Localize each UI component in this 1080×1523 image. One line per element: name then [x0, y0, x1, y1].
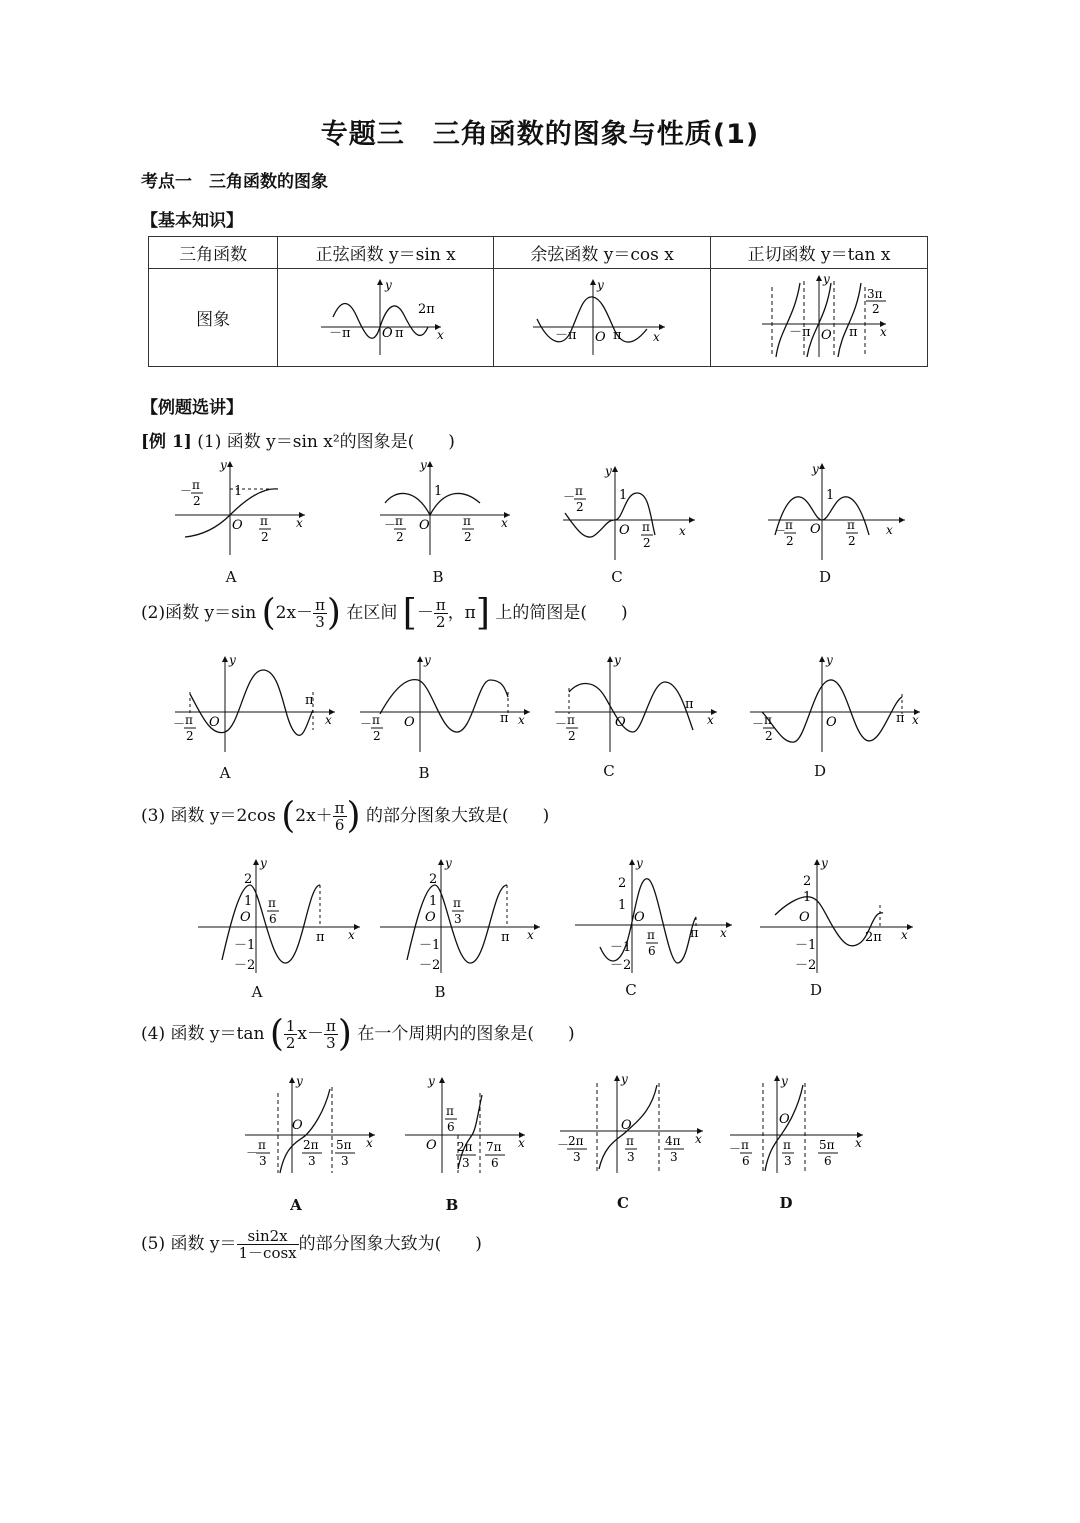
q1-label-b: B: [432, 568, 444, 586]
svg-text:y: y: [605, 464, 612, 478]
q4-option-c-graph: [557, 1073, 703, 1173]
svg-text:π: π: [896, 711, 905, 726]
svg-text:－: －: [555, 717, 568, 731]
svg-text:3: 3: [784, 1154, 792, 1168]
q3-label-c: C: [625, 981, 637, 999]
svg-text:x: x: [679, 524, 686, 538]
svg-text:2: 2: [373, 729, 381, 743]
axis-y: y: [823, 272, 830, 286]
q3-option-d-graph: [760, 856, 913, 973]
svg-text:y: y: [614, 653, 621, 667]
svg-text:1: 1: [429, 894, 438, 909]
svg-text:O: O: [621, 1118, 632, 1133]
pi-label: π: [394, 326, 404, 341]
q1-label-c: C: [611, 568, 623, 586]
svg-text:－: －: [384, 518, 397, 532]
svg-text:2: 2: [261, 530, 269, 544]
svg-text:2: 2: [803, 874, 812, 889]
q2-option-a-graph: [173, 653, 335, 752]
svg-text:－: －: [729, 1142, 742, 1156]
svg-text:π: π: [575, 484, 583, 498]
svg-text:y: y: [636, 856, 643, 870]
svg-text:1: 1: [803, 890, 812, 905]
axis-y: y: [597, 278, 604, 292]
q3-label-d: D: [809, 981, 823, 999]
table-row-label: 图象: [149, 269, 278, 367]
cos-graph: [497, 269, 707, 361]
q3-option-a-graph: [198, 856, 360, 973]
q1-graphs: [160, 455, 940, 585]
q2-option-d-graph: [750, 653, 920, 752]
cos-graph-cell: [494, 269, 711, 367]
svg-text:x: x: [720, 926, 727, 940]
svg-text:O: O: [619, 523, 630, 538]
svg-text:π: π: [764, 713, 772, 727]
svg-text:4π: 4π: [665, 1134, 681, 1148]
svg-text:3: 3: [341, 1154, 349, 1168]
q4-label-d: D: [779, 1194, 793, 1212]
svg-text:π: π: [690, 926, 699, 941]
svg-text:y: y: [428, 1074, 435, 1088]
svg-text:2: 2: [848, 534, 856, 548]
svg-text:y: y: [781, 1074, 788, 1088]
svg-text:－: －: [752, 717, 765, 731]
q4-label-c: C: [617, 1194, 629, 1212]
svg-text:π: π: [567, 713, 575, 727]
axis-x: x: [880, 325, 887, 339]
svg-text:6: 6: [742, 1154, 750, 1168]
origin: O: [595, 330, 606, 345]
trig-table: [148, 236, 928, 367]
q1-option-b-graph: [380, 458, 510, 555]
svg-text:3: 3: [670, 1150, 678, 1164]
svg-text:2π: 2π: [568, 1134, 584, 1148]
table-header-3: 正切函数 y＝tan x: [711, 237, 928, 269]
svg-text:－1: －1: [419, 938, 441, 953]
svg-text:π: π: [647, 928, 655, 942]
svg-text:y: y: [420, 458, 427, 472]
svg-text:x: x: [912, 713, 919, 727]
svg-text:－: －: [246, 1146, 259, 1160]
svg-text:1: 1: [826, 488, 835, 503]
svg-text:2π: 2π: [303, 1138, 319, 1152]
svg-text:－: －: [360, 717, 373, 731]
q1-text: (1) 函数 y＝sin x²的图象是( ): [197, 432, 455, 452]
q3-option-b-graph: [380, 856, 540, 973]
svg-text:1: 1: [434, 484, 443, 499]
pi-label: π: [849, 325, 858, 340]
svg-text:2π: 2π: [865, 930, 882, 945]
q3-option-c-graph: [575, 856, 732, 973]
q4-question: (4) 函数 y＝tan ( $\frac{1}{2}$ x－ $\frac{\pi}{3}$ ) 在一个周期内的图象是( ): [141, 1013, 575, 1055]
svg-text:O: O: [240, 910, 251, 925]
svg-text:y: y: [260, 856, 267, 870]
svg-text:2: 2: [618, 876, 627, 891]
q2-option-c-graph: [555, 653, 717, 752]
svg-text:x: x: [296, 516, 303, 530]
svg-text:π: π: [305, 693, 314, 708]
svg-text:2: 2: [244, 872, 253, 887]
svg-text:y: y: [812, 462, 819, 476]
svg-text:π: π: [268, 896, 276, 910]
q2-option-b-graph: [360, 653, 530, 752]
svg-text:π: π: [395, 514, 403, 528]
svg-text:－2: －2: [234, 958, 256, 973]
q3-graphs: [190, 855, 930, 980]
page-title: 专题三 三角函数的图象与性质(1): [320, 119, 760, 150]
svg-text:π: π: [446, 1104, 454, 1118]
axis-x: x: [653, 330, 660, 344]
q4-option-a-graph: [245, 1074, 375, 1173]
q1-label-d: D: [818, 568, 832, 586]
svg-text:－: －: [180, 484, 193, 498]
svg-text:x: x: [366, 1136, 373, 1150]
svg-text:x: x: [901, 928, 908, 942]
svg-text:1: 1: [234, 484, 243, 499]
svg-text:2: 2: [576, 500, 584, 514]
q2-graphs: [165, 652, 940, 762]
q4-option-b-graph: [405, 1074, 525, 1173]
q1-option-a-graph: [175, 458, 305, 555]
svg-text:1: 1: [618, 898, 627, 913]
svg-text:O: O: [209, 715, 220, 730]
svg-text:x: x: [886, 523, 893, 537]
svg-text:2: 2: [464, 530, 472, 544]
svg-text:π: π: [685, 697, 694, 712]
svg-text:y: y: [296, 1074, 303, 1088]
svg-text:π: π: [783, 1138, 791, 1152]
svg-text:2: 2: [193, 494, 201, 508]
svg-text:7π: 7π: [486, 1140, 502, 1154]
svg-text:－1: －1: [795, 938, 817, 953]
axis-x: x: [436, 328, 444, 342]
table-header-0: 三角函数: [149, 237, 278, 269]
svg-text:O: O: [779, 1112, 790, 1127]
q1-option-d-graph: [768, 462, 905, 560]
table-header-2: 余弦函数 y＝cos x: [494, 237, 711, 269]
svg-text:π: π: [258, 1138, 266, 1152]
svg-text:5π: 5π: [336, 1138, 352, 1152]
svg-text:x: x: [501, 516, 508, 530]
svg-text:1: 1: [244, 894, 253, 909]
three-pi-n: 3π: [867, 287, 883, 301]
svg-text:2: 2: [186, 729, 194, 743]
svg-text:2: 2: [396, 530, 404, 544]
sin-graph-cell: [278, 269, 494, 367]
tan-graph-cell: [711, 269, 928, 367]
svg-text:y: y: [229, 653, 236, 667]
svg-text:－2: －2: [795, 958, 817, 973]
q3-label-b: B: [434, 983, 446, 1001]
svg-text:π: π: [185, 713, 193, 727]
q2-label-d: D: [813, 762, 827, 780]
section-heading: 考点一 三角函数的图象: [141, 172, 328, 192]
svg-text:π: π: [847, 518, 855, 532]
svg-text:y: y: [826, 653, 833, 667]
svg-text:3: 3: [259, 1154, 267, 1168]
svg-text:－2: －2: [610, 958, 632, 973]
svg-text:6: 6: [824, 1154, 832, 1168]
q4-label-a: A: [290, 1196, 302, 1214]
q4-graphs: [240, 1073, 880, 1183]
svg-text:π: π: [501, 930, 510, 945]
svg-text:π: π: [626, 1134, 634, 1148]
svg-text:O: O: [615, 715, 626, 730]
neg-pi-label: －π: [555, 328, 577, 343]
svg-text:－: －: [173, 717, 186, 731]
origin: O: [821, 328, 832, 343]
svg-text:x: x: [518, 713, 525, 727]
q2-question: (2)函数 y＝sin (2x－ $\frac{\pi}{3}$ ) 在区间 [－ $\frac{\pi}{2}$ ，π] 上的简图是( ): [141, 592, 628, 634]
svg-text:y: y: [445, 856, 452, 870]
three-pi-d: 2: [872, 302, 880, 316]
q1-option-c-graph: [563, 464, 695, 560]
svg-text:3: 3: [454, 912, 462, 926]
basic-knowledge-heading: 【基本知识】: [141, 211, 243, 231]
svg-text:π: π: [642, 520, 650, 534]
svg-text:6: 6: [491, 1156, 499, 1170]
neg-pi-label: －π: [328, 326, 351, 341]
q2-label-a: A: [219, 764, 231, 782]
svg-text:O: O: [425, 910, 436, 925]
svg-text:x: x: [348, 928, 355, 942]
examples-heading: 【例题选讲】: [141, 398, 243, 418]
q4-label-b: B: [445, 1196, 459, 1214]
q1-label-a: A: [225, 568, 237, 586]
svg-text:2: 2: [643, 536, 651, 550]
q3-question: (3) 函数 y＝2cos (2x＋ $\frac{\pi}{6}$ ) 的部分图象大致是( ): [141, 795, 550, 837]
svg-text:π: π: [453, 896, 461, 910]
svg-text:2: 2: [786, 534, 794, 548]
svg-text:O: O: [419, 518, 430, 533]
svg-text:O: O: [634, 910, 645, 925]
svg-text:x: x: [695, 1132, 702, 1146]
axis-y: y: [384, 278, 392, 292]
svg-text:2: 2: [429, 872, 438, 887]
origin: O: [381, 326, 393, 341]
svg-text:π: π: [463, 514, 471, 528]
svg-text:3: 3: [308, 1154, 316, 1168]
svg-text:π: π: [316, 930, 325, 945]
svg-text:2: 2: [765, 729, 773, 743]
svg-text:－1: －1: [610, 940, 632, 955]
svg-text:y: y: [621, 1073, 628, 1086]
svg-text:6: 6: [269, 912, 277, 926]
svg-text:π: π: [500, 711, 509, 726]
svg-text:O: O: [292, 1118, 303, 1133]
q2-label-b: B: [418, 764, 430, 782]
svg-text:x: x: [325, 713, 332, 727]
svg-text:π: π: [741, 1138, 749, 1152]
svg-text:O: O: [810, 522, 821, 537]
q1-prefix: [例 1]: [141, 432, 192, 452]
svg-text:π: π: [260, 514, 268, 528]
svg-text:x: x: [855, 1136, 862, 1150]
svg-text:x: x: [707, 713, 714, 727]
svg-text:π: π: [785, 518, 793, 532]
svg-text:6: 6: [648, 944, 656, 958]
svg-text:π: π: [192, 478, 200, 492]
q4-option-d-graph: [729, 1074, 863, 1173]
svg-text:1: 1: [619, 488, 628, 503]
svg-text:2: 2: [568, 729, 576, 743]
svg-text:－: －: [557, 1138, 570, 1152]
svg-text:5π: 5π: [819, 1138, 835, 1152]
svg-text:－2: －2: [419, 958, 441, 973]
svg-text:O: O: [404, 715, 415, 730]
svg-text:－: －: [563, 490, 576, 504]
svg-text:π: π: [372, 713, 380, 727]
tan-graph: [714, 269, 924, 361]
svg-text:x: x: [527, 928, 534, 942]
q2-label-c: C: [603, 762, 615, 780]
svg-text:3: 3: [627, 1150, 635, 1164]
svg-text:x: x: [518, 1136, 525, 1150]
table-header-1: 正弦函数 y＝sin x: [278, 237, 494, 269]
svg-text:2π: 2π: [457, 1140, 473, 1154]
svg-text:O: O: [799, 910, 810, 925]
svg-text:－: －: [774, 524, 787, 538]
svg-text:y: y: [424, 653, 431, 667]
svg-text:y: y: [821, 856, 828, 870]
svg-text:3: 3: [462, 1156, 470, 1170]
svg-text:O: O: [426, 1138, 437, 1153]
svg-text:6: 6: [447, 1120, 455, 1134]
pi-label: π: [613, 328, 622, 343]
svg-text:O: O: [232, 518, 243, 533]
svg-text:y: y: [220, 458, 227, 472]
sin-graph: [281, 269, 491, 361]
q5-question: (5) 函数 y＝ $\frac{\sin 2x}{1-\cos x}$ 的部分图象大致为( ): [141, 1227, 482, 1262]
q3-label-a: A: [251, 983, 263, 1001]
neg-pi-label: －π: [789, 325, 811, 340]
two-pi-label: 2π: [417, 302, 435, 317]
svg-text:3: 3: [573, 1150, 581, 1164]
svg-text:－1: －1: [234, 938, 256, 953]
svg-text:O: O: [826, 715, 837, 730]
